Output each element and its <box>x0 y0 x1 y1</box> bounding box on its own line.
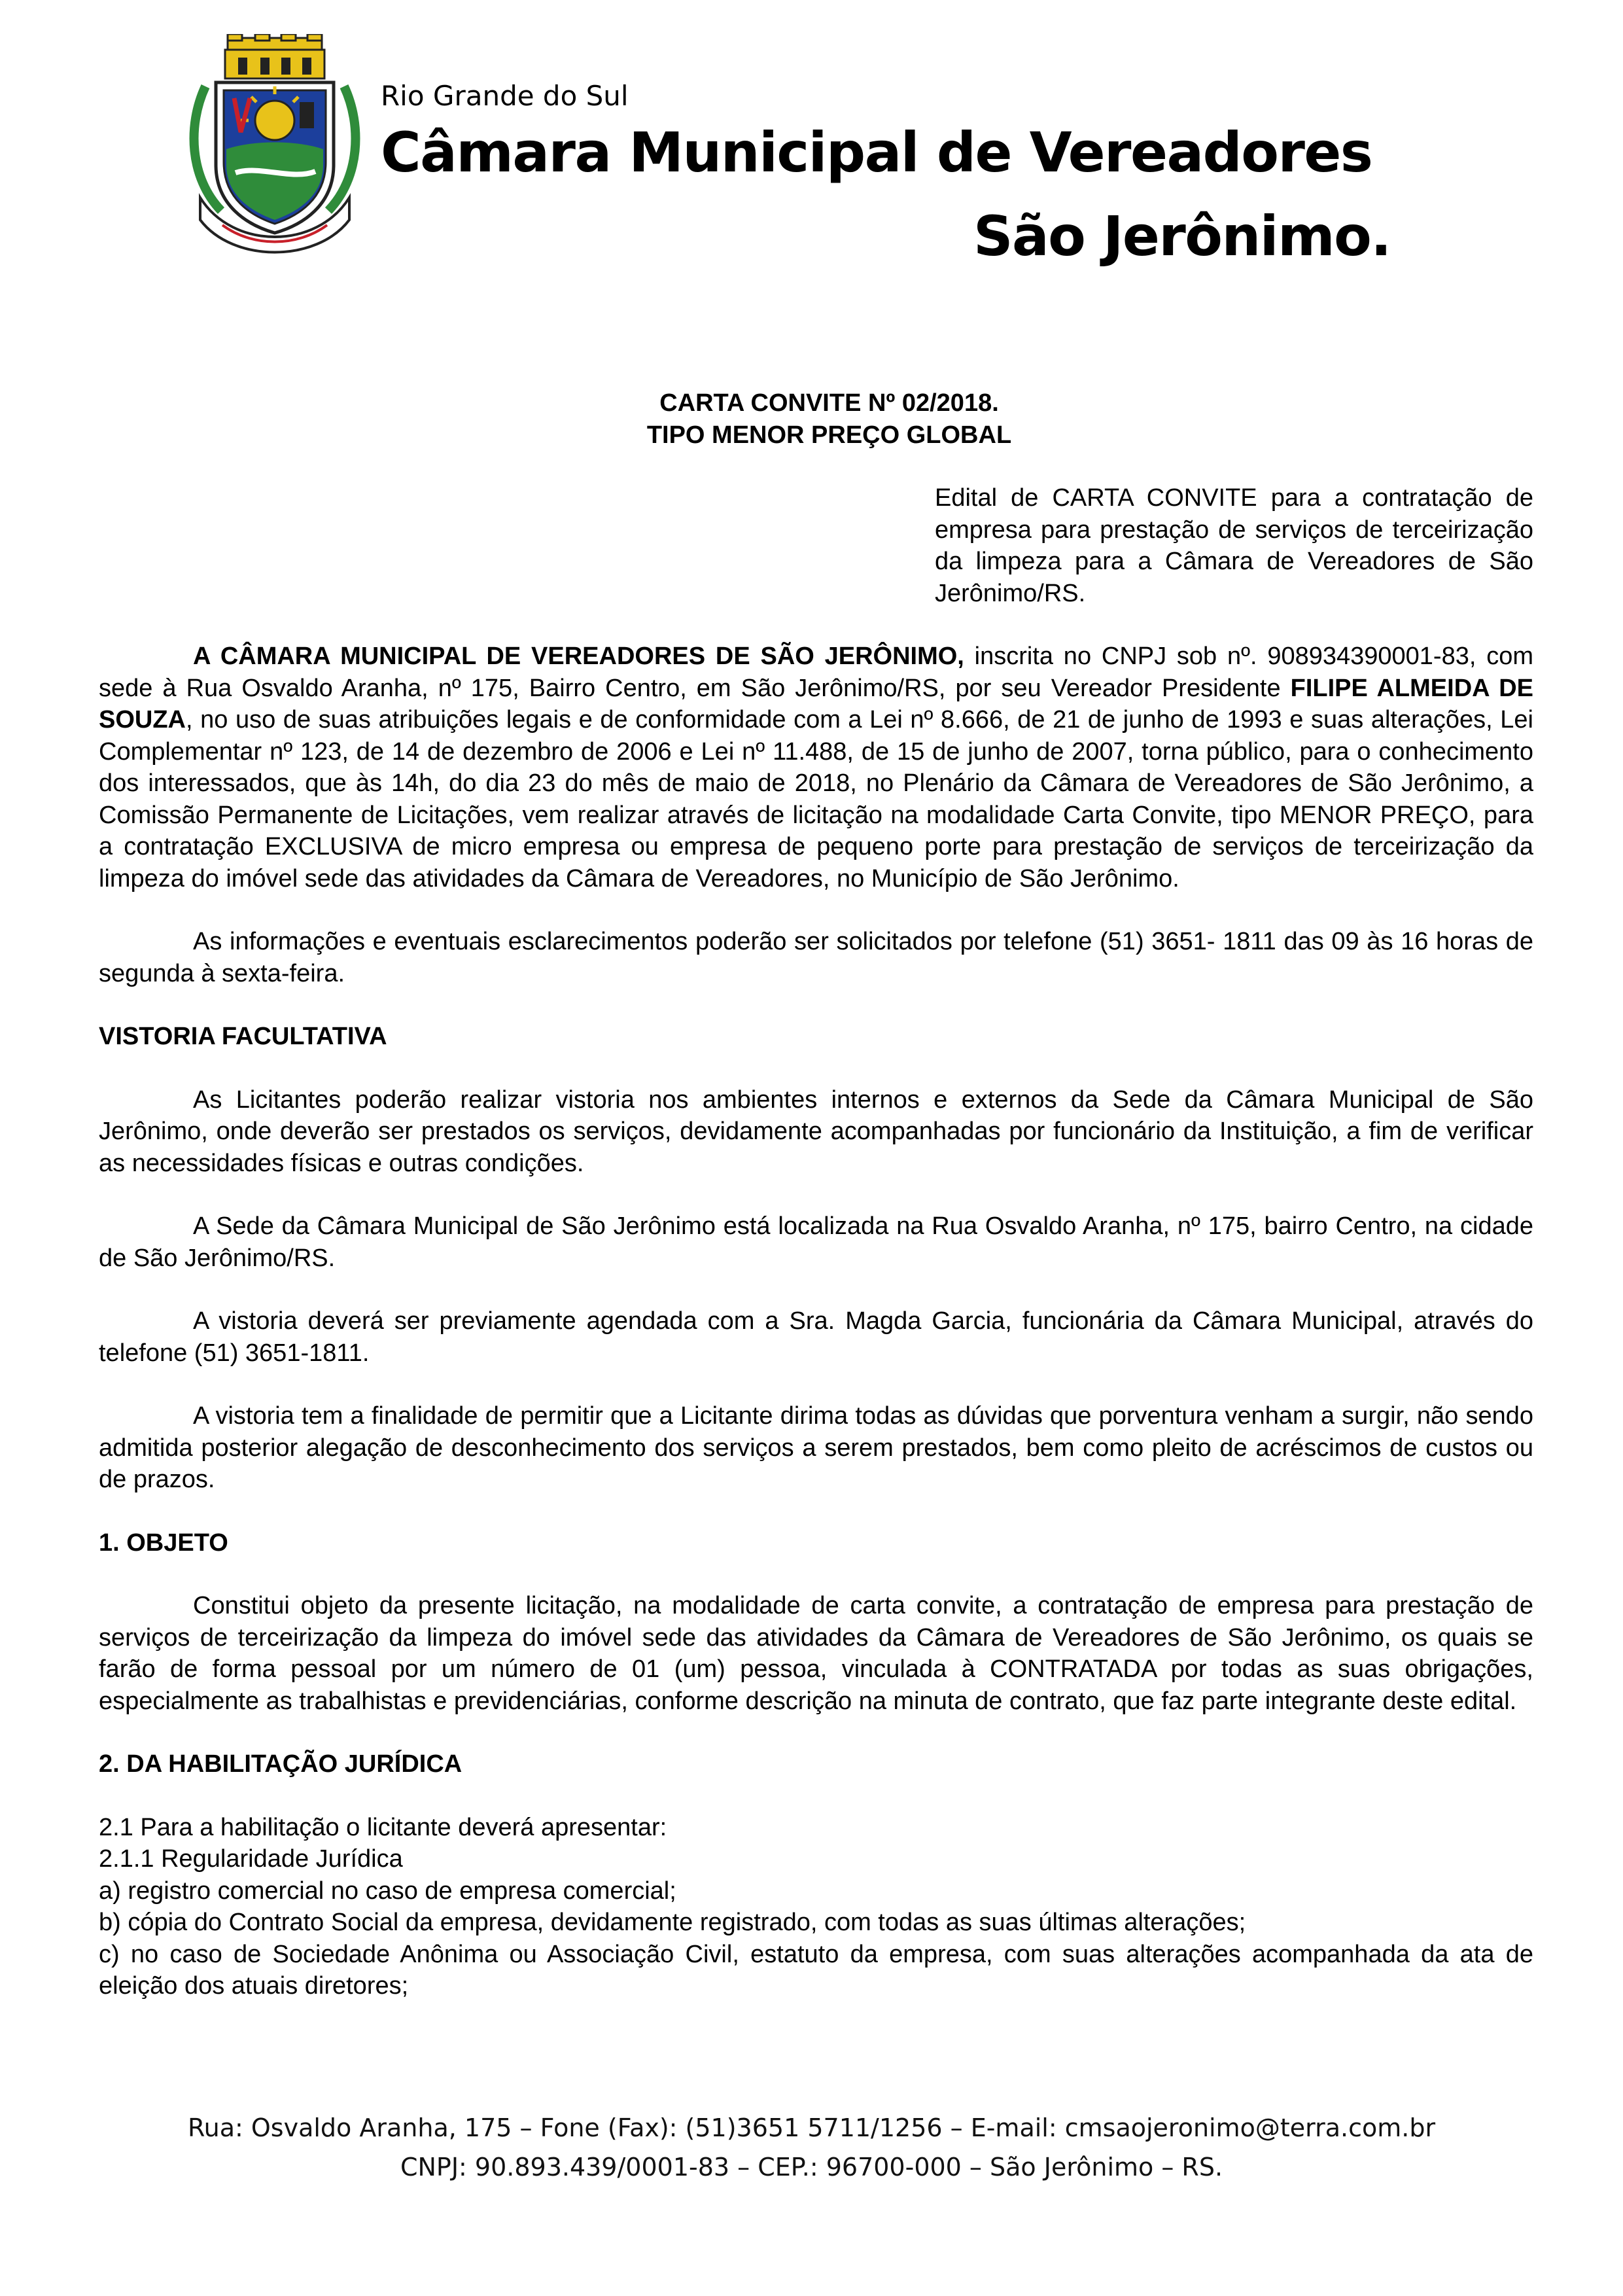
document-title: CARTA CONVITE Nº 02/2018. <box>659 389 999 417</box>
habilitacao-item-c: c) no caso de Sociedade Anônima ou Associação Civil, estatuto da empresa, com suas alterações acompanhada da ata de eleição dos atuais diretores; <box>99 1940 1533 2000</box>
footer-registration: CNPJ: 90.893.439/0001-83 – CEP.: 96700-000 – São Jerônimo – RS. <box>400 2153 1223 2181</box>
document-body <box>99 387 1533 2002</box>
header-city: São Jerônimo. <box>973 204 1391 268</box>
habilitacao-item-a: a) registro comercial no caso de empresa comercial; <box>99 1877 676 1905</box>
habilitacao-item-2-1-1: 2.1.1 Regularidade Jurídica <box>99 1845 403 1873</box>
header-title: Câmara Municipal de Vereadores <box>381 120 1372 185</box>
info-paragraph: As informações e eventuais esclarecimentos poderão ser solicitados por telefone (51) 3651- 1811 das 09 às 16 horas de segunda à sexta-feira. <box>99 928 1533 987</box>
intro-president-name: FILIPE ALMEIDA DE SOUZA <box>99 674 1533 733</box>
intro-text-1: inscrita no CNPJ sob nº. 908934390001-83, com sede à Rua Osvaldo Aranha, nº 175, Bairro Centro, em São Jerônimo/RS, por seu Vereador Presidente <box>99 643 1533 702</box>
municipal-coat-of-arms-logo <box>187 34 362 255</box>
vistoria-heading: VISTORIA FACULTATIVA <box>99 1023 387 1050</box>
footer-address: Rua: Osvaldo Aranha, 175 – Fone (Fax): (51)3651 5711/1256 – E-mail: cmsaojeronimo@terra.com.br <box>187 2113 1436 2142</box>
intro-text-2: , no uso de suas atribuições legais e de conformidade com a Lei nº 8.666, de 21 de junho de 1993 e suas alterações, Lei Complementar nº 123, de 14 de dezembro de 2006 e Lei nº 11.488, de 15 de junho de 2007, torna público, para o conhecimento dos interessados, que às 14h, do dia 23 do mês de maio de 2018, no Plenário da Câmara de Vereadores de São Jerônimo, a Comissão Permanente de Licitações, vem realizar através de licitação na modalidade Carta Convite, tipo MENOR PREÇO, para a contratação EXCLUSIVA de micro empresa ou empresa de pequeno porte para prestação de serviços de terceirização da limpeza do imóvel sede das atividades da Câmara de Vereadores, no Município de São Jerônimo. <box>99 706 1533 892</box>
header-state: Rio Grande do Sul <box>381 80 629 112</box>
habilitacao-item-2-1: 2.1 Para a habilitação o licitante deverá apresentar: <box>99 1813 667 1841</box>
document-subtitle: TIPO MENOR PREÇO GLOBAL <box>646 421 1012 449</box>
ementa-paragraph: Edital de CARTA CONVITE para a contratação de empresa para prestação de serviços de terceirização da limpeza para a Câmara de Vereadores de São Jerônimo/RS. <box>935 484 1533 607</box>
intro-entity-name: A CÂMARA MUNICIPAL DE VEREADORES DE SÃO JERÔNIMO, <box>193 643 964 670</box>
intro-paragraph <box>99 641 1533 894</box>
vistoria-paragraph-1: As Licitantes poderão realizar vistoria nos ambientes internos e externos da Sede da Câmara Municipal de São Jerônimo, onde deverão ser prestados os serviços, devidamente acompanhadas por funcionário da Instituição, a fim de verificar as necessidades físicas e outras condições. <box>99 1086 1533 1177</box>
habilitacao-heading: 2. DA HABILITAÇÃO JURÍDICA <box>99 1750 462 1778</box>
objeto-paragraph: Constitui objeto da presente licitação, na modalidade de carta convite, a contratação de empresa para prestação de serviços de terceirização da limpeza do imóvel sede das atividades da Câmara de Vereadores de São Jerônimo, os quais se farão de forma pessoal por um número de 01 (um) pessoa, vinculada à CONTRATADA por todas as suas obrigações, especialmente as trabalhistas e previdenciárias, conforme descrição na minuta de contrato, que faz parte integrante deste edital. <box>99 1592 1533 1715</box>
vistoria-paragraph-3: A vistoria deverá ser previamente agendada com a Sra. Magda Garcia, funcionária da Câmara Municipal, através do telefone (51) 3651-1811. <box>99 1307 1533 1367</box>
habilitacao-item-b: b) cópia do Contrato Social da empresa, devidamente registrado, com todas as suas últimas alterações; <box>99 1909 1246 1936</box>
vistoria-paragraph-2: A Sede da Câmara Municipal de São Jerônimo está localizada na Rua Osvaldo Aranha, nº 175, bairro Centro, na cidade de São Jerônimo/RS. <box>99 1212 1533 1272</box>
objeto-heading: 1. OBJETO <box>99 1528 228 1557</box>
vistoria-paragraph-4: A vistoria tem a finalidade de permitir que a Licitante dirima todas as dúvidas que porventura venham a surgir, não sendo admitida posterior alegação de desconhecimento dos serviços a serem prestados, bem como pleito de acréscimos de custos ou de prazos. <box>99 1402 1533 1493</box>
